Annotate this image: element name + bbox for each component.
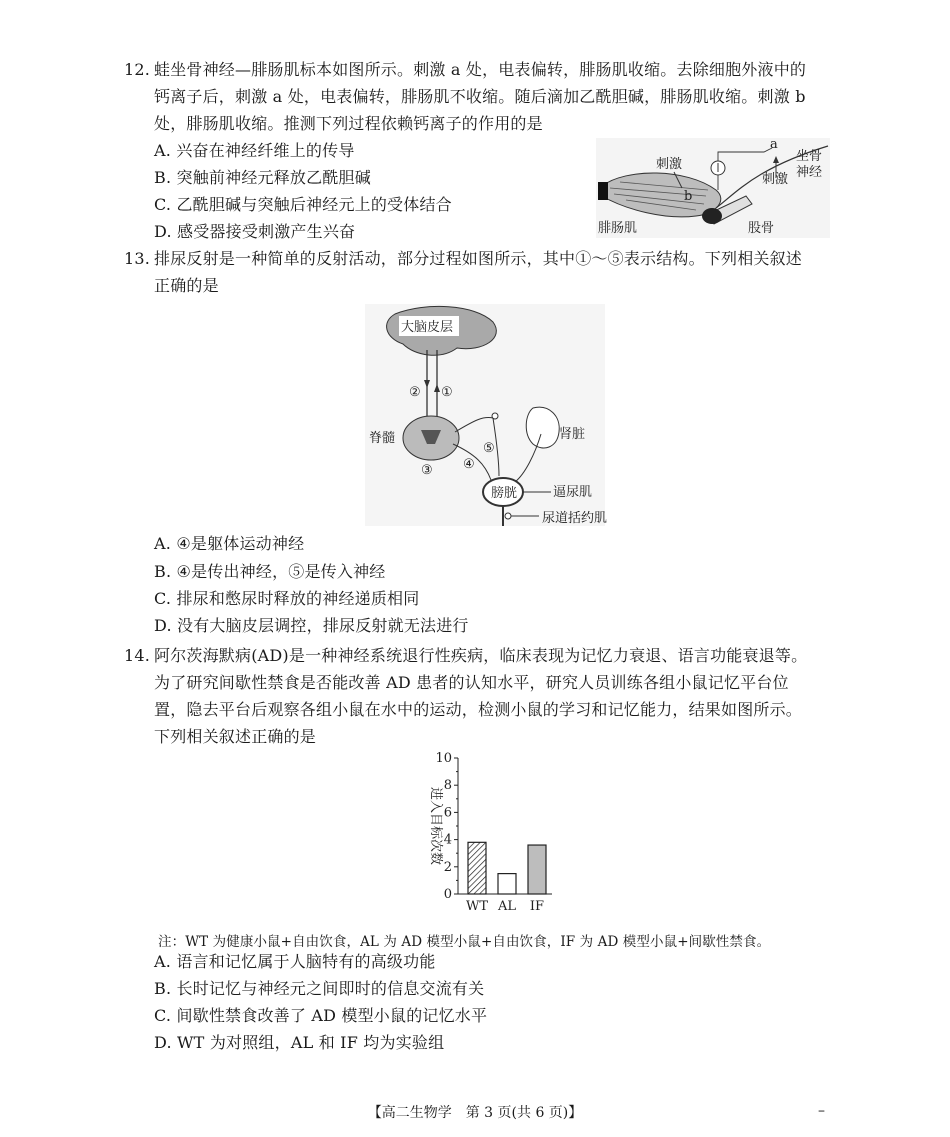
question-stem-line: 正确的是	[154, 276, 219, 295]
option-c[interactable]: C. 间歇性禁食改善了 AD 模型小鼠的记忆水平	[154, 1006, 488, 1025]
bar-chart	[410, 748, 560, 920]
question-number: 12.	[124, 60, 151, 79]
chart-note: 注：WT 为健康小鼠+自由饮食，AL 为 AD 模型小鼠+自由饮食，IF 为 AD 模型小鼠+间歇性禁食。	[158, 934, 771, 950]
structure-4-label: ④	[463, 457, 475, 472]
sciatic-label: 神经	[796, 165, 823, 180]
x-tick-label: AL	[497, 899, 517, 914]
question-stem-line: 阿尔茨海默病(AD)是一种神经系统退行性疾病，临床表现为记忆力衰退、语言功能衰退等。	[154, 646, 808, 665]
question-stem-line: 钙离子后，刺激 a 处，电表偏转，腓肠肌不收缩。随后滴加乙酰胆碱，腓肠肌收缩。刺激 b	[154, 87, 806, 106]
spinal-label: 脊髓	[369, 431, 396, 446]
structure-1-label: ①	[441, 385, 453, 400]
muscle-label: 腓肠肌	[598, 221, 638, 236]
bladder-label: 膀胱	[491, 486, 518, 501]
y-tick-label: 10	[435, 751, 452, 766]
option-c[interactable]: C. 乙酰胆碱与突触后神经元上的受体结合	[154, 195, 452, 214]
nerve-muscle-figure	[596, 138, 830, 238]
point-a-label: a	[770, 138, 778, 152]
kidney	[526, 407, 559, 448]
structure-5-label: ⑤	[483, 441, 495, 456]
option-a[interactable]: A. 语言和记忆属于人脑特有的高级功能	[154, 952, 436, 971]
stimulus-label: 刺激	[762, 172, 789, 187]
bone-joint	[702, 208, 722, 224]
bar-al	[498, 874, 516, 894]
question-number: 14.	[124, 646, 151, 665]
sphincter	[505, 513, 511, 519]
question-12	[124, 56, 834, 137]
corner-mark: –	[818, 1103, 825, 1119]
question-13	[124, 245, 834, 299]
y-tick-label: 2	[443, 859, 452, 875]
bar-wt	[468, 842, 486, 894]
option-d[interactable]: D. 感受器接受刺激产生兴奋	[154, 222, 356, 241]
option-d[interactable]: D. WT 为对照组，AL 和 IF 均为实验组	[154, 1033, 445, 1052]
option-b[interactable]: B. 突触前神经元释放乙酰胆碱	[154, 168, 371, 187]
question-stem-line: 下列相关叙述正确的是	[154, 727, 317, 746]
point-b-label: b	[684, 189, 693, 204]
micturition-reflex-figure	[365, 304, 608, 526]
kidney-label: 肾脏	[559, 427, 586, 442]
option-b[interactable]: B. ④是传出神经，⑤是传入神经	[154, 562, 386, 581]
femur-label: 股骨	[748, 221, 775, 236]
y-tick-label: 6	[443, 805, 452, 821]
y-tick-label: 0	[443, 887, 452, 902]
question-stem-line: 置，隐去平台后观察各组小鼠在水中的运动，检测小鼠的学习和记忆能力，结果如图所示。	[154, 700, 803, 719]
detrusor-label: 逼尿肌	[553, 485, 593, 500]
cortex-label: 大脑皮层	[401, 320, 454, 335]
ganglion	[492, 413, 498, 419]
bar-if	[528, 845, 546, 894]
structure-2-label: ②	[409, 385, 421, 400]
page-footer: 【高二生物学 第 3 页(共 6 页)】	[367, 1105, 583, 1121]
sciatic-label: 坐骨	[796, 149, 823, 164]
stimulus-label: 刺激	[656, 157, 683, 172]
x-tick-label: IF	[529, 899, 545, 914]
x-tick-label: WT	[465, 899, 489, 914]
option-a[interactable]: A. ④是躯体运动神经	[154, 534, 305, 553]
question-14	[124, 642, 834, 750]
question-number: 13.	[124, 249, 151, 268]
sphincter-label: 尿道括约肌	[542, 511, 608, 526]
question-stem-line: 处，腓肠肌收缩。推测下列过程依赖钙离子的作用的是	[154, 114, 543, 133]
option-d[interactable]: D. 没有大脑皮层调控，排尿反射就无法进行	[154, 616, 469, 635]
question-stem-line: 排尿反射是一种简单的反射活动，部分过程如图所示，其中①～⑤表示结构。下列相关叙述	[154, 249, 803, 268]
tendon-clamp	[598, 182, 608, 200]
y-tick-label: 4	[443, 832, 452, 848]
question-stem-line: 为了研究间歇性禁食是否能改善 AD 患者的认知水平，研究人员训练各组小鼠记忆平台位	[154, 673, 789, 692]
y-axis-label: 进入目标次数	[428, 786, 443, 866]
option-b[interactable]: B. 长时记忆与神经元之间即时的信息交流有关	[154, 979, 485, 998]
option-c[interactable]: C. 排尿和憋尿时释放的神经递质相同	[154, 589, 420, 608]
option-a[interactable]: A. 兴奋在神经纤维上的传导	[154, 141, 355, 160]
structure-3-label: ③	[421, 463, 433, 478]
y-tick-label: 8	[443, 778, 452, 794]
question-stem-line: 蛙坐骨神经—腓肠肌标本如图所示。刺激 a 处，电表偏转，腓肠肌收缩。去除细胞外液中的	[154, 60, 807, 79]
